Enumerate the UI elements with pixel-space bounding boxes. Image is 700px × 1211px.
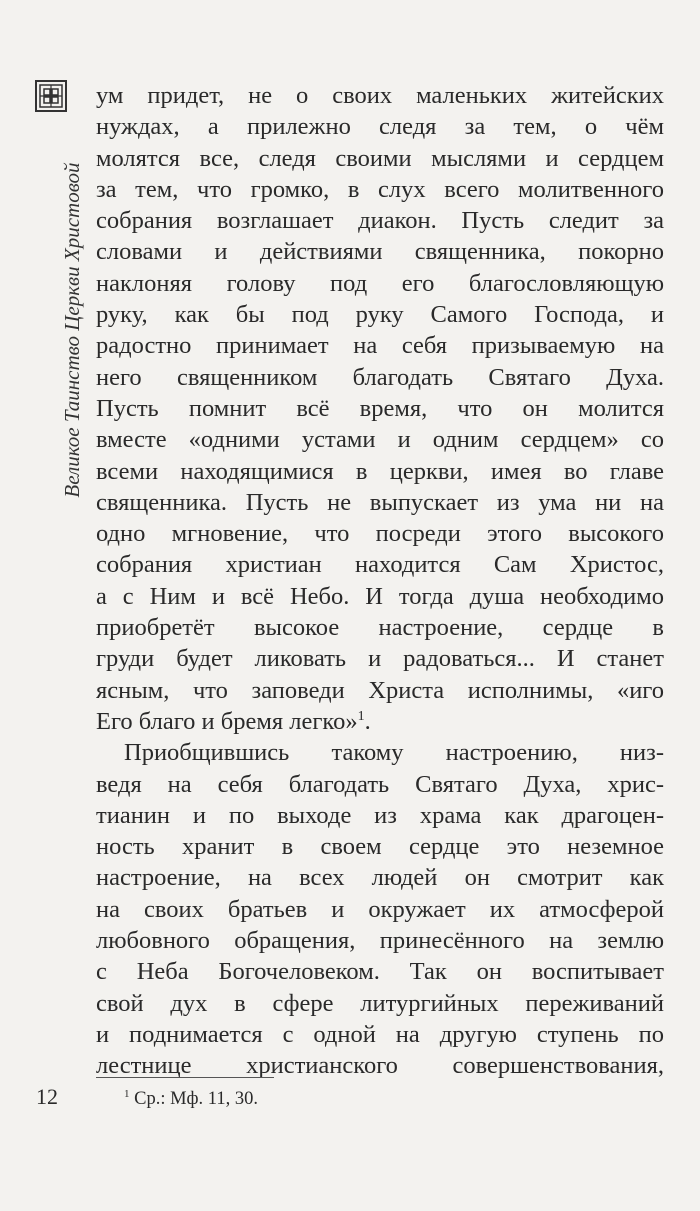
text-line: него священником благодать Святаго Духа. xyxy=(96,363,664,391)
text-line: на своих братьев и окружает их атмосферой xyxy=(96,895,664,923)
text-line: словами и действиями священника, покорно xyxy=(96,238,664,266)
paragraph-1 xyxy=(96,80,664,737)
text-line: приобретёт высокое настроение, сердце в xyxy=(96,614,664,642)
text-line: Пусть помнит всё время, что он молится xyxy=(96,394,664,422)
text-line: ум придет, не о своих маленьких житейских xyxy=(96,82,664,109)
footnote xyxy=(124,1087,258,1111)
text-line: ясным, что заповеди Христа исполнимы, «иго xyxy=(96,676,664,704)
text-line: собрания возглашает диакон. Пусть следит за xyxy=(96,207,664,235)
text-line: настроение, на всех людей он смотрит как xyxy=(96,864,664,892)
square-knot-ornament-icon xyxy=(35,80,67,112)
text-line: а с Ним и всё Небо. И тогда душа необходимо xyxy=(96,582,664,610)
text-line: за тем, что громко, в слух всего молитвенного xyxy=(96,175,664,203)
running-head-text: Великое Таинство Церкви Христовой xyxy=(60,162,84,498)
text-line: вместе «одними устами и одним сердцем» со xyxy=(96,426,664,454)
text-line: ность хранит в своем сердце это неземное xyxy=(96,833,664,861)
text-line: собрания христиан находится Сам Христос, xyxy=(96,551,664,579)
text-line: наклоняя голову под его благословляющую xyxy=(96,269,664,297)
footnote-reference: 1 xyxy=(357,708,365,724)
text-line: тианин и по выходе из храма как драгоцен- xyxy=(96,801,664,829)
text-line: руку, как бы под руку Самого Господа, и xyxy=(96,301,664,329)
text-line: свой дух в сфере литургийных переживаний xyxy=(96,989,664,1017)
text-line: ведя на себя благодать Святаго Духа, хрис- xyxy=(96,770,664,798)
text-line: радостно принимает на себя призываемую на xyxy=(96,332,664,360)
text-line: одно мгновение, что посреди этого высокого xyxy=(96,520,664,548)
text-line: священника. Пусть не выпускает из ума ни на xyxy=(96,488,664,516)
footnote-rule xyxy=(96,1077,274,1078)
text-line-content: Его благо и бремя легко» xyxy=(96,707,358,735)
text-line: Приобщившись такому настроению, низ- xyxy=(124,739,664,767)
running-head xyxy=(52,125,92,535)
text-line-last: Его благо и бремя легко»$^1$. xyxy=(96,707,371,735)
body-text xyxy=(96,80,664,1082)
text-line: любовного обращения, принесённого на землю xyxy=(96,927,664,955)
footnote-text: Ср.: Мф. 11, 30. xyxy=(134,1089,258,1109)
text-line: всеми находящимися в церкви, имея во главе xyxy=(96,457,664,485)
text-line: молятся все, следя своими мыслями и сердцем xyxy=(96,144,664,172)
text-line: нуждах, а прилежно следя за тем, о чём xyxy=(96,113,664,141)
text-line: и поднимается с одной на другую ступень по xyxy=(96,1020,664,1048)
text-line: с Неба Богочеловеком. Так он воспитывает xyxy=(96,958,664,986)
text-line: лестнице христианского совершенствования, xyxy=(96,1052,664,1080)
paragraph-2 xyxy=(96,737,664,1081)
footnote-marker: 1 xyxy=(124,1087,130,1100)
page-number: 12 xyxy=(36,1084,58,1109)
text-line: груди будет ликовать и радоваться... И станет xyxy=(96,645,664,673)
